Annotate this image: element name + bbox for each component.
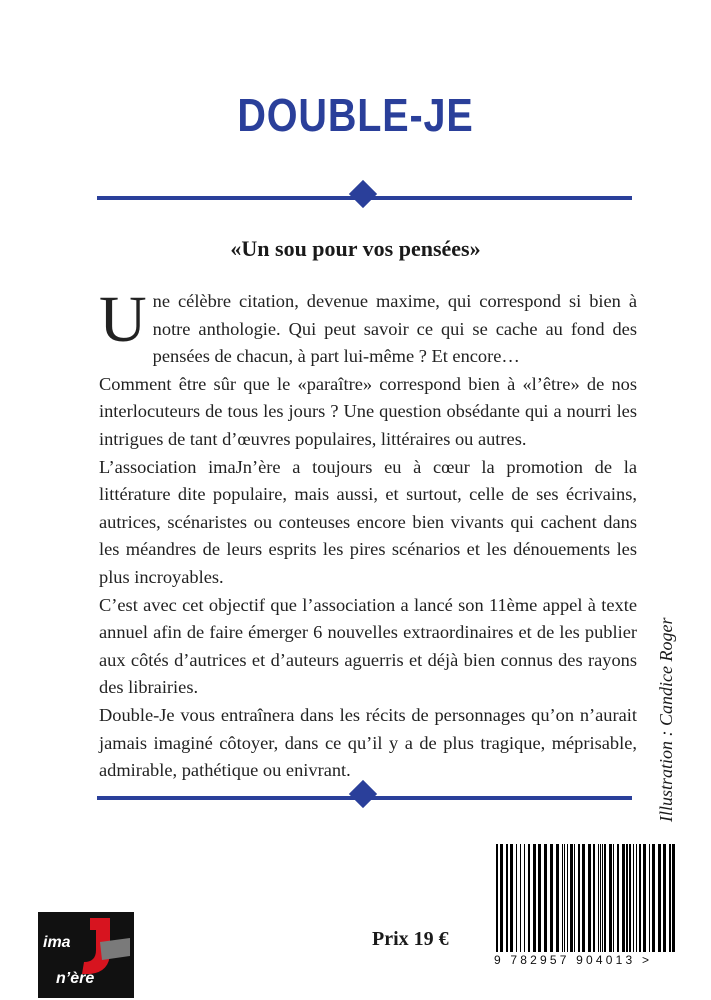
subtitle: «Un sou pour vos pensées» bbox=[230, 236, 481, 261]
back-cover-text bbox=[99, 283, 637, 785]
logo-text-bottom: n’ère bbox=[56, 970, 95, 987]
paragraph: Une célèbre citation, devenue maxime, qui correspond si bien à notre anthologie. Qui peut savoir ce qui se cache au fond des pensées de chacun, à part lui-même ? Et encore… bbox=[99, 283, 637, 367]
paragraph: Double-Je vous entraînera dans les récits de personnages qu’on n’aurait jamais imaginé côtoyer, dans ce qu’il y a de plus tragique, méprisable, admirable, pathétique ou enivrant. bbox=[99, 704, 637, 781]
paragraph: L’association imaJn’ère a toujours eu à cœur la promotion de la littérature dite populaire, mais aussi, et surtout, celle de ses écrivains, autrices, scénaristes ou conteuses encore bien vivants qui cachent dans les méandres de leurs esprits les pires scénarios et les dénouements les plus incroyables. bbox=[99, 456, 637, 587]
barcode-bars bbox=[496, 844, 678, 952]
publisher-logo bbox=[38, 912, 134, 998]
isbn-barcode bbox=[490, 840, 685, 972]
paragraph: Comment être sûr que le «paraître» correspond bien à «l’être» de nos interlocuteurs de tous les jours ? Une question obsédante qui a nourri les intrigues de tant d’œuvres populaires, littéraires ou autres. bbox=[99, 373, 637, 449]
logo-text-top: ima bbox=[43, 934, 71, 951]
illustration-credit: Illustration : Candice Roger bbox=[656, 617, 676, 822]
paragraph: C’est avec cet objectif que l’association a lancé son 11ème appel à texte annuel afin de faire émerger 6 nouvelles extraordinaires et de les publier aux côtés d’autrices et d’auteurs aguerris et déjà bien connus des rayons des librairies. bbox=[99, 594, 637, 698]
drop-cap: U bbox=[99, 283, 147, 356]
price-label: Prix 19 € bbox=[372, 928, 449, 950]
barcode-digits: 9 782957 904013 > bbox=[494, 953, 653, 967]
book-title: DOUBLE-JE bbox=[237, 89, 474, 141]
